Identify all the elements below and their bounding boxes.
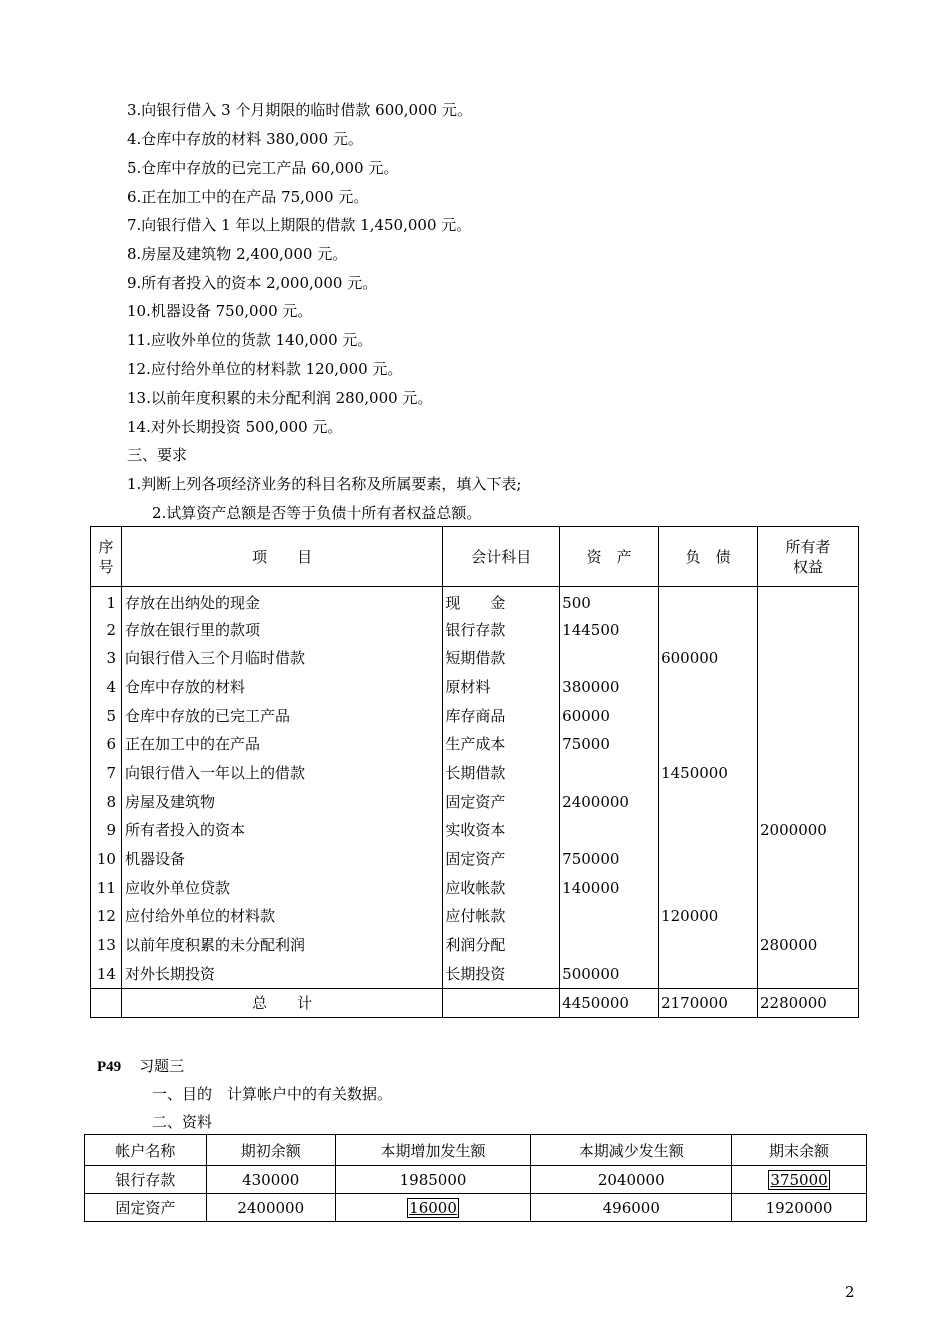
increase-amount: [335, 1194, 531, 1222]
classification-table: [90, 526, 859, 1018]
row-number: 9: [91, 816, 122, 845]
equity-amount: [758, 845, 859, 874]
asset-amount: [560, 931, 659, 960]
asset-amount: 380000: [560, 673, 659, 702]
page-ref: P49: [97, 1059, 122, 1075]
equity-amount: [758, 787, 859, 816]
text-line: 5.仓库中存放的已完工产品 60,000 元。: [127, 159, 399, 177]
item-description: 正在加工中的在产品: [121, 730, 442, 759]
row-number: 11: [91, 873, 122, 902]
table-row: [91, 587, 859, 616]
row-number: 4: [91, 673, 122, 702]
total-row: [91, 988, 859, 1017]
decrease-amount: 496000: [531, 1194, 732, 1222]
item-description: 所有者投入的资本: [121, 816, 442, 845]
text-line: 7.向银行借入 1 年以上期限的借款 1,450,000 元。: [127, 216, 472, 234]
table-row: [91, 845, 859, 874]
asset-amount: 75000: [560, 730, 659, 759]
header-closing: 期末余额: [732, 1135, 867, 1166]
asset-amount: [560, 644, 659, 673]
text-line: 4.仓库中存放的材料 380,000 元。: [127, 130, 363, 148]
opening-balance: 2400000: [206, 1194, 335, 1222]
account-table-header: [85, 1135, 867, 1166]
total-equity: 2280000: [758, 988, 859, 1017]
answer-box: 16000: [409, 1198, 457, 1217]
equity-amount: [758, 902, 859, 931]
table-row: [91, 644, 859, 673]
item-description: 机器设备: [121, 845, 442, 874]
liability-amount: [659, 701, 758, 730]
liability-amount: [659, 787, 758, 816]
row-number: 13: [91, 931, 122, 960]
liability-amount: [659, 873, 758, 902]
account-name: 库存商品: [443, 701, 560, 730]
item-description: 房屋及建筑物: [121, 787, 442, 816]
row-number: 2: [91, 615, 122, 644]
text-line: 6.正在加工中的在产品 75,000 元。: [127, 188, 369, 206]
equity-amount: [758, 673, 859, 702]
liability-amount: [659, 816, 758, 845]
liability-amount: [659, 673, 758, 702]
account-name: 生产成本: [443, 730, 560, 759]
text-line: 1.判断上列各项经济业务的科目名称及所属要素，填入下表;: [127, 475, 522, 493]
asset-amount: 2400000: [560, 787, 659, 816]
asset-amount: 750000: [560, 845, 659, 874]
item-description: 应付给外单位的材料款: [121, 902, 442, 931]
item-description: 向银行借入一年以上的借款: [121, 759, 442, 788]
liability-amount: 600000: [659, 644, 758, 673]
closing-balance: [732, 1166, 867, 1194]
equity-amount: 2000000: [758, 816, 859, 845]
liability-amount: [659, 959, 758, 988]
table-row: [91, 816, 859, 845]
table-row: [91, 873, 859, 902]
text-line: 8.房屋及建筑物 2,400,000 元。: [127, 245, 348, 263]
text-line: 2.试算资产总额是否等于负债十所有者权益总额。: [152, 504, 482, 522]
exercise-heading: [97, 1055, 184, 1076]
section-heading: 三、要求: [127, 446, 188, 464]
asset-amount: 140000: [560, 873, 659, 902]
table-row: [91, 959, 859, 988]
row-number: 6: [91, 730, 122, 759]
text-line: 10.机器设备 750,000 元。: [127, 302, 313, 320]
opening-balance: 430000: [206, 1166, 335, 1194]
account-name: 应收帐款: [443, 873, 560, 902]
liability-amount: [659, 845, 758, 874]
exercise-title: 习题三: [139, 1057, 185, 1075]
header-opening: 期初余额: [206, 1135, 335, 1166]
asset-amount: 500: [560, 587, 659, 616]
row-number: 3: [91, 644, 122, 673]
row-number: 5: [91, 701, 122, 730]
account-name: 固定资产: [85, 1194, 207, 1222]
text-line: 13.以前年度积累的未分配利润 280,000 元。: [127, 389, 433, 407]
account-name: 长期借款: [443, 759, 560, 788]
header-item: 项 目: [121, 527, 442, 587]
closing-balance: 1920000: [732, 1194, 867, 1222]
asset-amount: [560, 902, 659, 931]
header-asset: 资 产: [560, 527, 659, 587]
text-line: 14.对外长期投资 500,000 元。: [127, 418, 343, 436]
asset-amount: 144500: [560, 615, 659, 644]
account-name: 银行存款: [443, 615, 560, 644]
row-number: 12: [91, 902, 122, 931]
asset-amount: [560, 816, 659, 845]
item-description: 存放在出纳处的现金: [121, 587, 442, 616]
equity-amount: [758, 615, 859, 644]
answer-box: 375000: [770, 1170, 828, 1189]
item-description: 对外长期投资: [121, 959, 442, 988]
item-description: 仓库中存放的材料: [121, 673, 442, 702]
equity-amount: 280000: [758, 931, 859, 960]
header-account: 会计科目: [443, 527, 560, 587]
account-name: 应付帐款: [443, 902, 560, 931]
increase-amount: 1985000: [335, 1166, 531, 1194]
liability-amount: [659, 931, 758, 960]
asset-amount: 60000: [560, 701, 659, 730]
table-row: [91, 902, 859, 931]
account-table: [84, 1134, 867, 1222]
row-number: 10: [91, 845, 122, 874]
table-row: [91, 931, 859, 960]
table-row: [91, 615, 859, 644]
item-description: 仓库中存放的已完工产品: [121, 701, 442, 730]
asset-amount: 500000: [560, 959, 659, 988]
account-name: 利润分配: [443, 931, 560, 960]
item-description: 存放在银行里的款项: [121, 615, 442, 644]
liability-amount: 1450000: [659, 759, 758, 788]
text-line: 3.向银行借入 3 个月期限的临时借款 600,000 元。: [127, 101, 472, 119]
table-row: [91, 730, 859, 759]
account-name: 固定资产: [443, 787, 560, 816]
table-row: [91, 673, 859, 702]
header-account-name: 帐户名称: [85, 1135, 207, 1166]
total-asset: 4450000: [560, 988, 659, 1017]
header-increase: 本期增加发生额: [335, 1135, 531, 1166]
equity-amount: [758, 873, 859, 902]
account-name: 原材料: [443, 673, 560, 702]
total-liability: 2170000: [659, 988, 758, 1017]
account-name: 固定资产: [443, 845, 560, 874]
header-liability: 负 债: [659, 527, 758, 587]
account-name: 现 金: [443, 587, 560, 616]
table-row: [91, 787, 859, 816]
row-number: 8: [91, 787, 122, 816]
table-row: [85, 1194, 867, 1222]
purpose-line: 一、目的 计算帐户中的有关数据。: [152, 1085, 393, 1103]
equity-amount: [758, 587, 859, 616]
decrease-amount: 2040000: [531, 1166, 732, 1194]
liability-amount: 120000: [659, 902, 758, 931]
header-equity: 所有者 权益: [758, 527, 859, 587]
row-number: 1: [91, 587, 122, 616]
liability-amount: [659, 615, 758, 644]
liability-amount: [659, 730, 758, 759]
equity-amount: [758, 644, 859, 673]
account-name: 实收资本: [443, 816, 560, 845]
account-name: 长期投资: [443, 959, 560, 988]
table-row: [91, 759, 859, 788]
item-description: 向银行借入三个月临时借款: [121, 644, 442, 673]
equity-amount: [758, 759, 859, 788]
page-number: 2: [845, 1283, 855, 1301]
equity-amount: [758, 959, 859, 988]
equity-amount: [758, 730, 859, 759]
header-decrease: 本期减少发生额: [531, 1135, 732, 1166]
text-line: 9.所有者投入的资本 2,000,000 元。: [127, 274, 378, 292]
text-line: 12.应付给外单位的材料款 120,000 元。: [127, 360, 403, 378]
total-label: 总 计: [121, 988, 442, 1017]
account-name: 短期借款: [443, 644, 560, 673]
account-name: 银行存款: [85, 1166, 207, 1194]
row-number: 14: [91, 959, 122, 988]
row-number: 7: [91, 759, 122, 788]
table-row: [85, 1166, 867, 1194]
item-description: 以前年度积累的未分配利润: [121, 931, 442, 960]
equity-amount: [758, 701, 859, 730]
table-row: [91, 701, 859, 730]
item-description: 应收外单位贷款: [121, 873, 442, 902]
asset-amount: [560, 759, 659, 788]
material-line: 二、资料: [152, 1113, 213, 1131]
liability-amount: [659, 587, 758, 616]
text-line: 11.应收外单位的货款 140,000 元。: [127, 331, 373, 349]
header-no: 序 号: [91, 527, 122, 587]
